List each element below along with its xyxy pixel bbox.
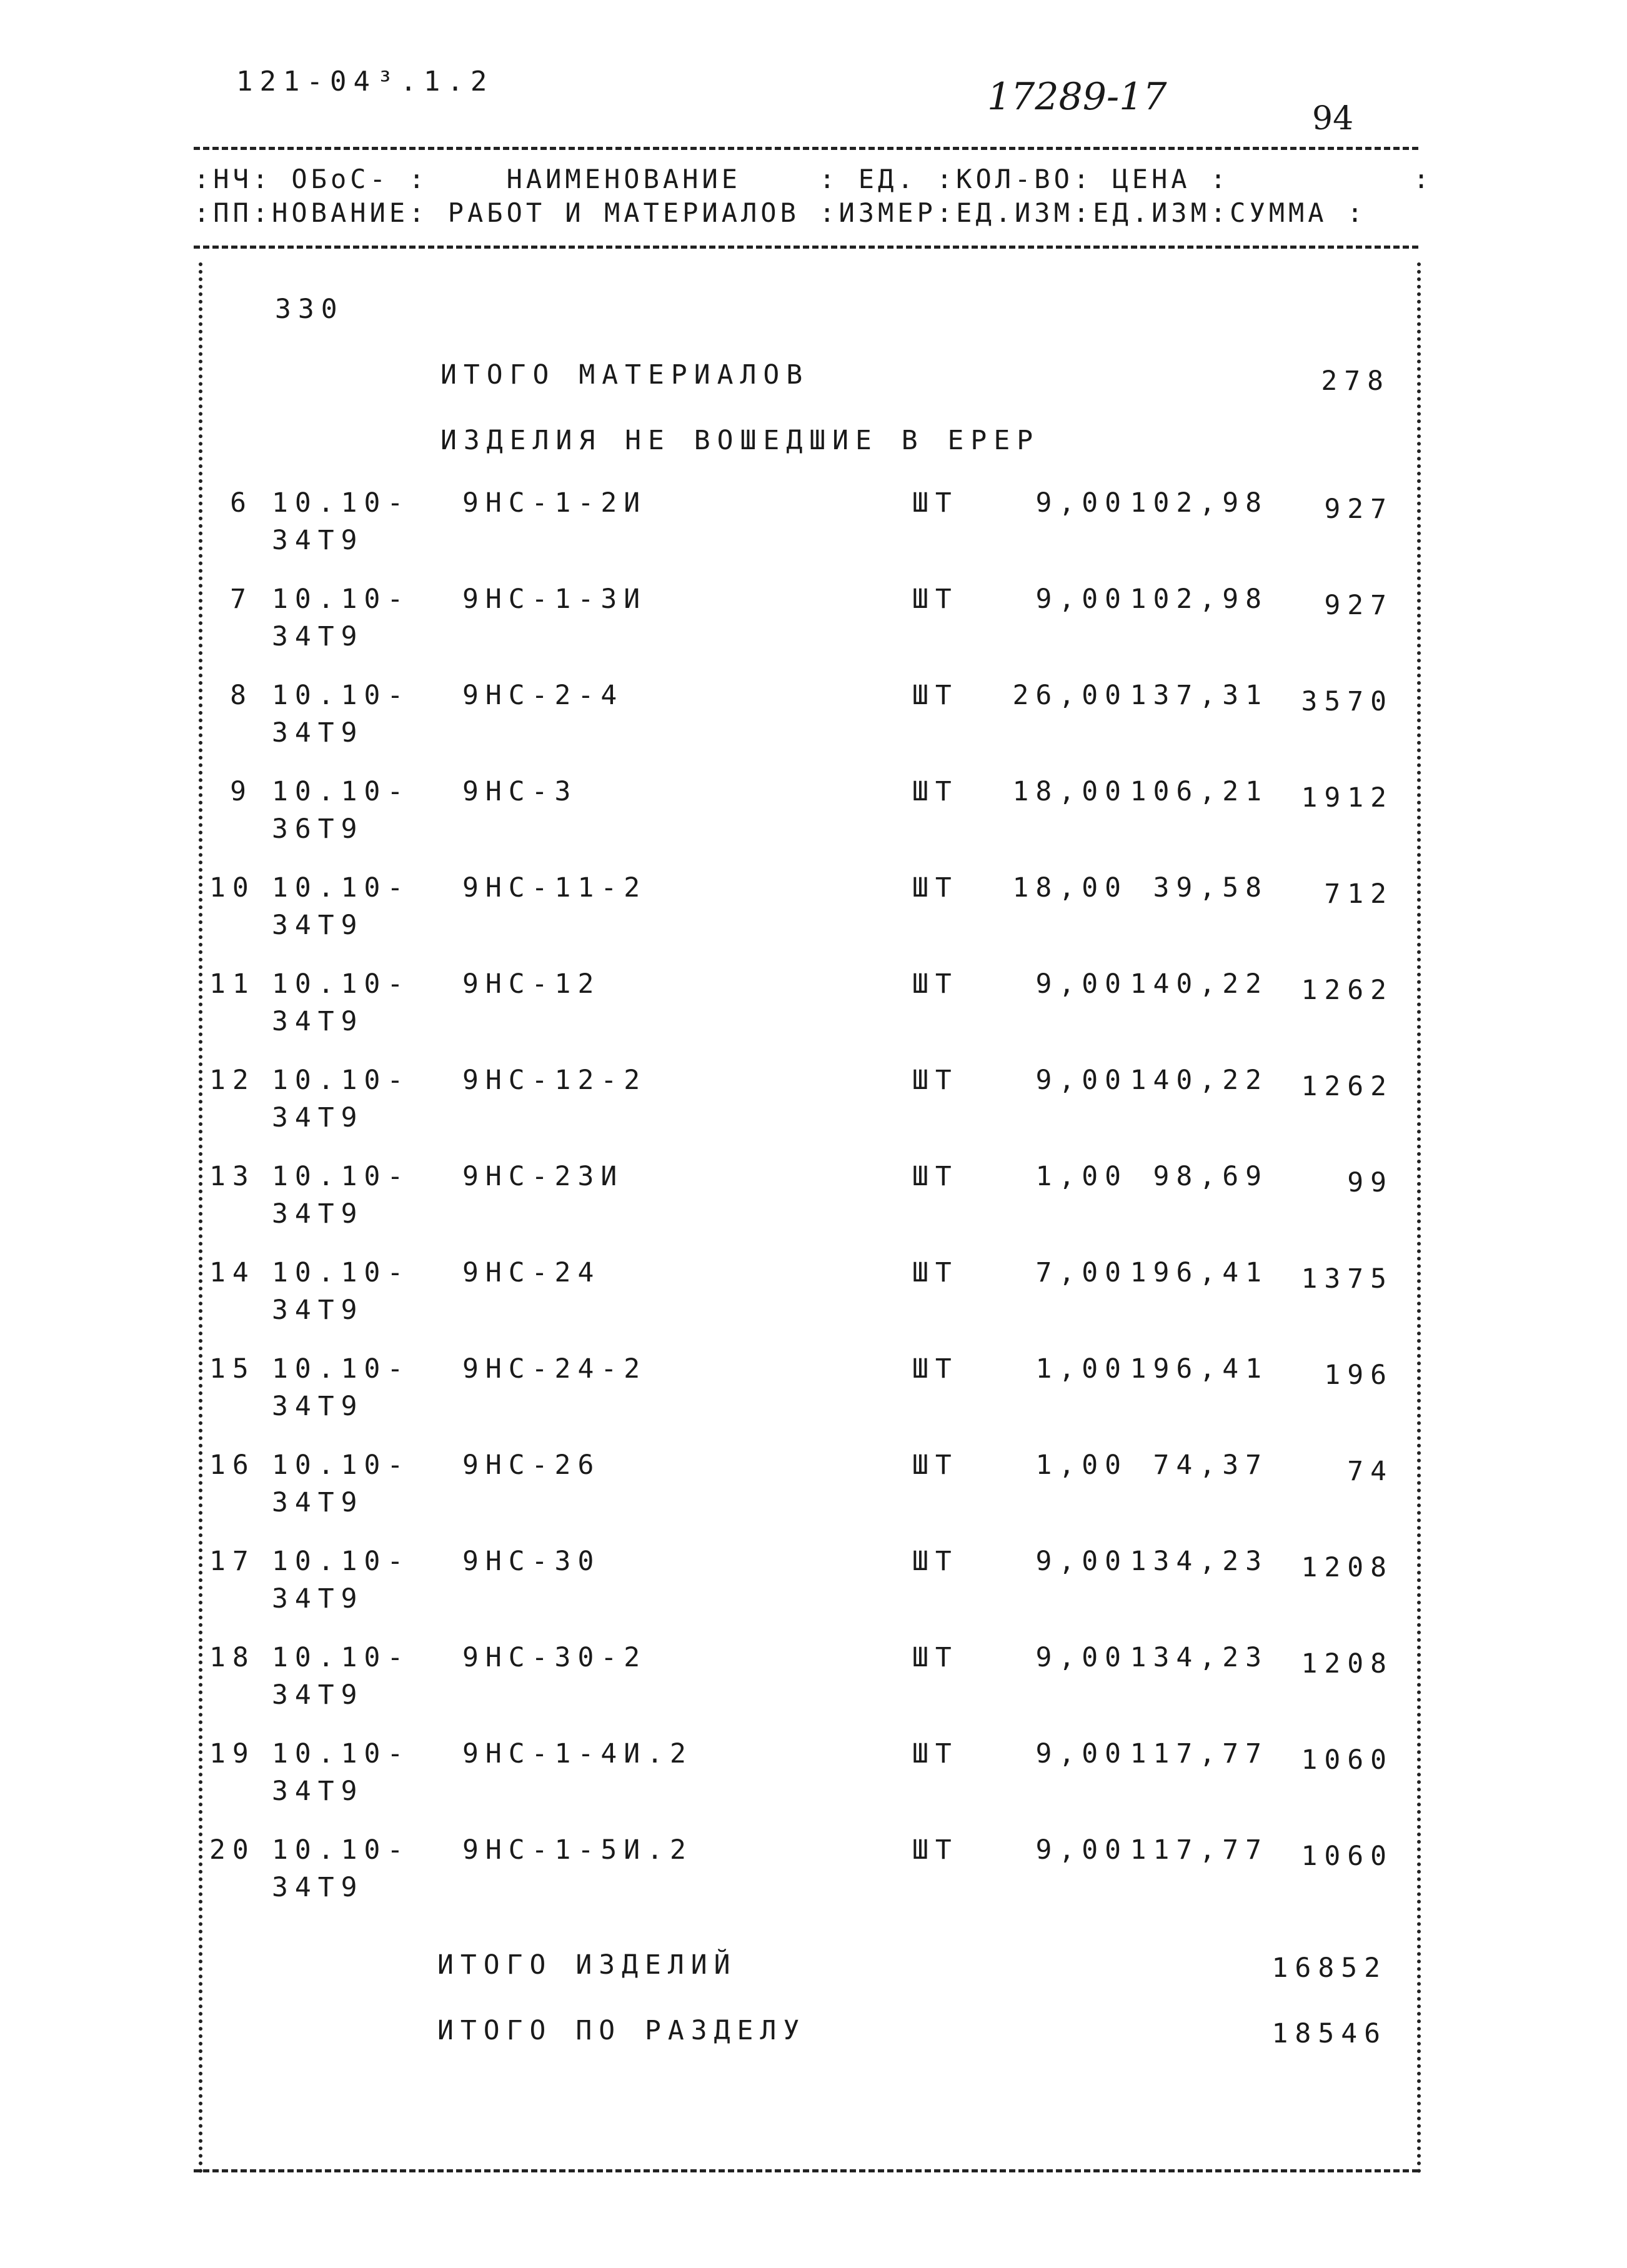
row-unit-price: 196,41: [1130, 1257, 1268, 1288]
row-code-line-1: 10.10-: [272, 1353, 410, 1385]
row-unit-price: 134,23: [1130, 1642, 1268, 1673]
row-quantity: 1,00: [1035, 1353, 1128, 1385]
row-code-line-2: 36Т9: [272, 813, 364, 845]
row-code-line-1: 10.10-: [272, 487, 410, 519]
row-sum: 1208: [1301, 1648, 1393, 1679]
row-index: 13: [209, 1161, 256, 1192]
row-code-line-1: 10.10-: [272, 1834, 410, 1866]
row-code-line-2: 34Т9: [272, 910, 364, 941]
row-sum: 1060: [1301, 1841, 1393, 1872]
row-item-name: 9НС-12-2: [462, 1065, 647, 1096]
row-code-line-1: 10.10-: [272, 968, 410, 1000]
row-unit-price: 117,77: [1130, 1834, 1268, 1866]
row-unit-price: 39,58: [1153, 872, 1268, 903]
row-unit: ШТ: [912, 1257, 958, 1288]
row-unit-price: 137,31: [1130, 680, 1268, 711]
row-unit-price: 140,22: [1130, 968, 1268, 1000]
row-item-name: 9НС-12: [462, 968, 601, 1000]
row-unit: ШТ: [912, 1161, 958, 1192]
total-materials-label: ИТОГО МАТЕРИАЛОВ: [440, 359, 810, 390]
row-code-line-1: 10.10-: [272, 680, 410, 711]
row-unit-price: 102,98: [1130, 584, 1268, 615]
total-items-label: ИТОГО ИЗДЕЛИЙ: [437, 1949, 737, 1981]
handwritten-number: 17289-17: [987, 75, 1167, 119]
row-unit: ШТ: [912, 1834, 958, 1866]
row-code-line-2: 34Т9: [272, 1391, 364, 1422]
row-index: 9: [230, 776, 253, 807]
row-item-name: 9НС-3: [462, 776, 578, 807]
row-code-line-1: 10.10-: [272, 1450, 410, 1481]
carry-over-label: 330: [275, 294, 344, 325]
row-sum: 99: [1347, 1167, 1393, 1198]
row-unit-price: 102,98: [1130, 487, 1268, 519]
row-index: 11: [209, 968, 256, 1000]
row-item-name: 9НС-1-3И: [462, 584, 647, 615]
row-index: 8: [230, 680, 253, 711]
total-items-value: 16852: [1271, 1952, 1387, 1984]
row-item-name: 9НС-11-2: [462, 872, 647, 903]
row-quantity: 7,00: [1035, 1257, 1128, 1288]
row-quantity: 9,00: [1035, 584, 1128, 615]
row-unit: ШТ: [912, 1738, 958, 1769]
row-index: 16: [209, 1450, 256, 1481]
row-unit-price: 117,77: [1130, 1738, 1268, 1769]
row-unit: ШТ: [912, 872, 958, 903]
row-index: 17: [209, 1546, 256, 1577]
row-sum: 1375: [1301, 1263, 1393, 1295]
row-quantity: 9,00: [1035, 968, 1128, 1000]
row-item-name: 9НС-1-5И.2: [462, 1834, 693, 1866]
row-code-line-2: 34Т9: [272, 1872, 364, 1903]
row-item-name: 9НС-30: [462, 1546, 601, 1577]
row-index: 18: [209, 1642, 256, 1673]
row-code-line-2: 34Т9: [272, 1102, 364, 1133]
row-sum: 927: [1324, 494, 1393, 525]
row-unit: ШТ: [912, 1450, 958, 1481]
header-bottom-rule: [194, 246, 1418, 249]
row-sum: 712: [1324, 878, 1393, 910]
row-item-name: 9НС-1-2И: [462, 487, 647, 519]
row-code-line-1: 10.10-: [272, 1257, 410, 1288]
row-unit-price: 74,37: [1153, 1450, 1268, 1481]
row-unit: ШТ: [912, 968, 958, 1000]
row-unit: ШТ: [912, 1353, 958, 1385]
document-code: 121-04³.1.2: [236, 66, 494, 97]
row-quantity: 9,00: [1035, 1834, 1128, 1866]
row-code-line-2: 34Т9: [272, 1006, 364, 1037]
table-bottom-rule: [194, 2169, 1418, 2172]
row-code-line-1: 10.10-: [272, 1065, 410, 1096]
header-line-1-end: :: [1413, 164, 1436, 194]
row-item-name: 9НС-23И: [462, 1161, 624, 1192]
row-index: 20: [209, 1834, 256, 1866]
row-sum: 1208: [1301, 1552, 1393, 1583]
row-quantity: 1,00: [1035, 1450, 1128, 1481]
row-index: 12: [209, 1065, 256, 1096]
row-code-line-2: 34Т9: [272, 621, 364, 652]
row-code-line-1: 10.10-: [272, 584, 410, 615]
header-line-1: :НЧ: ОБоС- : НАИМЕНОВАНИЕ : ЕД. :КОЛ-ВО: ЦЕНА :: [194, 164, 1230, 194]
row-code-line-2: 34Т9: [272, 1679, 364, 1711]
header-top-rule: [194, 147, 1418, 150]
table-right-border: [1417, 262, 1421, 2174]
row-sum: 1060: [1301, 1744, 1393, 1776]
row-quantity: 9,00: [1035, 1546, 1128, 1577]
row-index: 7: [230, 584, 253, 615]
header-line-2: :ПП:НОВАНИЕ: РАБОТ И МАТЕРИАЛОВ :ИЗМЕР:ЕД.ИЗМ:ЕД.ИЗМ:СУММА :: [194, 197, 1367, 228]
row-code-line-2: 34Т9: [272, 717, 364, 749]
row-unit: ШТ: [912, 680, 958, 711]
total-section-value: 18546: [1271, 2018, 1387, 2049]
row-unit-price: 106,21: [1130, 776, 1268, 807]
row-unit-price: 98,69: [1153, 1161, 1268, 1192]
row-sum: 1262: [1301, 975, 1393, 1006]
row-unit: ШТ: [912, 487, 958, 519]
row-item-name: 9НС-26: [462, 1450, 601, 1481]
total-materials-value: 278: [1321, 366, 1390, 397]
row-index: 15: [209, 1353, 256, 1385]
row-code-line-1: 10.10-: [272, 872, 410, 903]
group-title: ИЗДЕЛИЯ НЕ ВОШЕДШИЕ В ЕРЕР: [440, 425, 1040, 456]
total-section-label: ИТОГО ПО РАЗДЕЛУ: [437, 2015, 807, 2046]
row-code-line-2: 34Т9: [272, 1487, 364, 1518]
row-unit: ШТ: [912, 1642, 958, 1673]
row-code-line-1: 10.10-: [272, 776, 410, 807]
page-number: 94: [1312, 100, 1354, 137]
row-quantity: 9,00: [1035, 487, 1128, 519]
row-unit: ШТ: [912, 1546, 958, 1577]
row-unit-price: 196,41: [1130, 1353, 1268, 1385]
row-index: 19: [209, 1738, 256, 1769]
row-quantity: 9,00: [1035, 1738, 1128, 1769]
row-unit-price: 134,23: [1130, 1546, 1268, 1577]
table-left-border: [199, 262, 202, 2174]
row-code-line-2: 34Т9: [272, 1583, 364, 1614]
row-unit: ШТ: [912, 776, 958, 807]
row-code-line-1: 10.10-: [272, 1738, 410, 1769]
row-code-line-1: 10.10-: [272, 1642, 410, 1673]
row-unit: ШТ: [912, 1065, 958, 1096]
row-sum: 3570: [1301, 686, 1393, 717]
row-quantity: 1,00: [1035, 1161, 1128, 1192]
row-quantity: 18,00: [1012, 872, 1128, 903]
row-sum: 1262: [1301, 1071, 1393, 1102]
row-item-name: 9НС-24: [462, 1257, 601, 1288]
row-quantity: 9,00: [1035, 1642, 1128, 1673]
row-code-line-2: 34Т9: [272, 1198, 364, 1230]
row-index: 14: [209, 1257, 256, 1288]
row-sum: 196: [1324, 1360, 1393, 1391]
row-unit: ШТ: [912, 584, 958, 615]
row-index: 10: [209, 872, 256, 903]
row-unit-price: 140,22: [1130, 1065, 1268, 1096]
row-code-line-2: 34Т9: [272, 1776, 364, 1807]
row-sum: 74: [1347, 1456, 1393, 1487]
row-quantity: 9,00: [1035, 1065, 1128, 1096]
row-item-name: 9НС-1-4И.2: [462, 1738, 693, 1769]
row-sum: 1912: [1301, 782, 1393, 813]
row-item-name: 9НС-30-2: [462, 1642, 647, 1673]
row-code-line-1: 10.10-: [272, 1546, 410, 1577]
row-code-line-1: 10.10-: [272, 1161, 410, 1192]
row-code-line-2: 34Т9: [272, 1295, 364, 1326]
row-item-name: 9НС-24-2: [462, 1353, 647, 1385]
row-quantity: 18,00: [1012, 776, 1128, 807]
row-item-name: 9НС-2-4: [462, 680, 624, 711]
row-sum: 927: [1324, 590, 1393, 621]
row-code-line-2: 34Т9: [272, 525, 364, 556]
row-index: 6: [230, 487, 253, 519]
row-quantity: 26,00: [1012, 680, 1128, 711]
